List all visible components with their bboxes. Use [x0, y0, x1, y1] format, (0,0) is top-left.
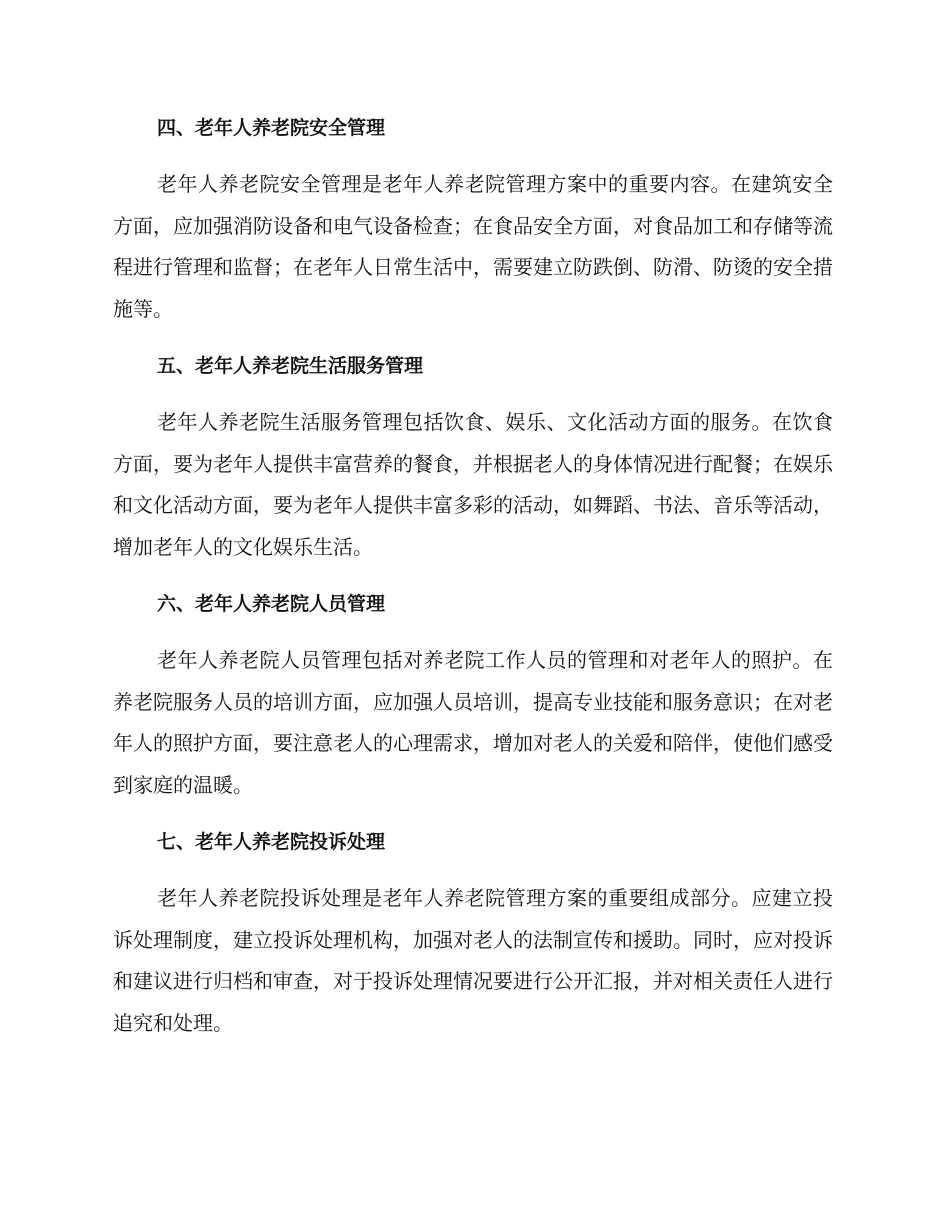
document-content	[113, 108, 833, 1060]
section-heading: 六、老年人养老院人员管理	[157, 593, 386, 615]
section-paragraph: 老年人养老院安全管理是老年人养老院管理方案中的重要内容。在建筑安全方面，应加强消防设备和电气设备检查；在食品安全方面，对食品加工和存储等流程进行管理和监督；在老年人日常生活中，需要建立防跌倒、防滑、防烫的安全措施等。	[113, 172, 833, 321]
section-heading: 五、老年人养老院生活服务管理	[157, 355, 424, 377]
section-complaint-handling	[113, 822, 833, 1044]
section-heading: 四、老年人养老院安全管理	[157, 117, 386, 139]
section-paragraph: 老年人养老院生活服务管理包括饮食、娱乐、文化活动方面的服务。在饮食方面，要为老年人提供丰富营养的餐食，并根据老人的身体情况进行配餐；在娱乐和文化活动方面，要为老年人提供丰富多彩的活动，如舞蹈、书法、音乐等活动，增加老年人的文化娱乐生活。	[113, 410, 833, 559]
section-paragraph: 老年人养老院投诉处理是老年人养老院管理方案的重要组成部分。应建立投诉处理制度，建立投诉处理机构，加强对老人的法制宣传和援助。同时，应对投诉和建议进行归档和审查，对于投诉处理情况要进行公开汇报，并对相关责任人进行追究和处理。	[113, 886, 833, 1035]
section-heading: 七、老年人养老院投诉处理	[157, 831, 386, 853]
section-paragraph: 老年人养老院人员管理包括对养老院工作人员的管理和对老年人的照护。在养老院服务人员的培训方面，应加强人员培训，提高专业技能和服务意识；在对老年人的照护方面，要注意老人的心理需求，增加对老人的关爱和陪伴，使他们感受到家庭的温暖。	[113, 648, 833, 797]
section-personnel-management	[113, 584, 833, 806]
section-safety-management	[113, 108, 833, 330]
section-life-service-management	[113, 346, 833, 568]
